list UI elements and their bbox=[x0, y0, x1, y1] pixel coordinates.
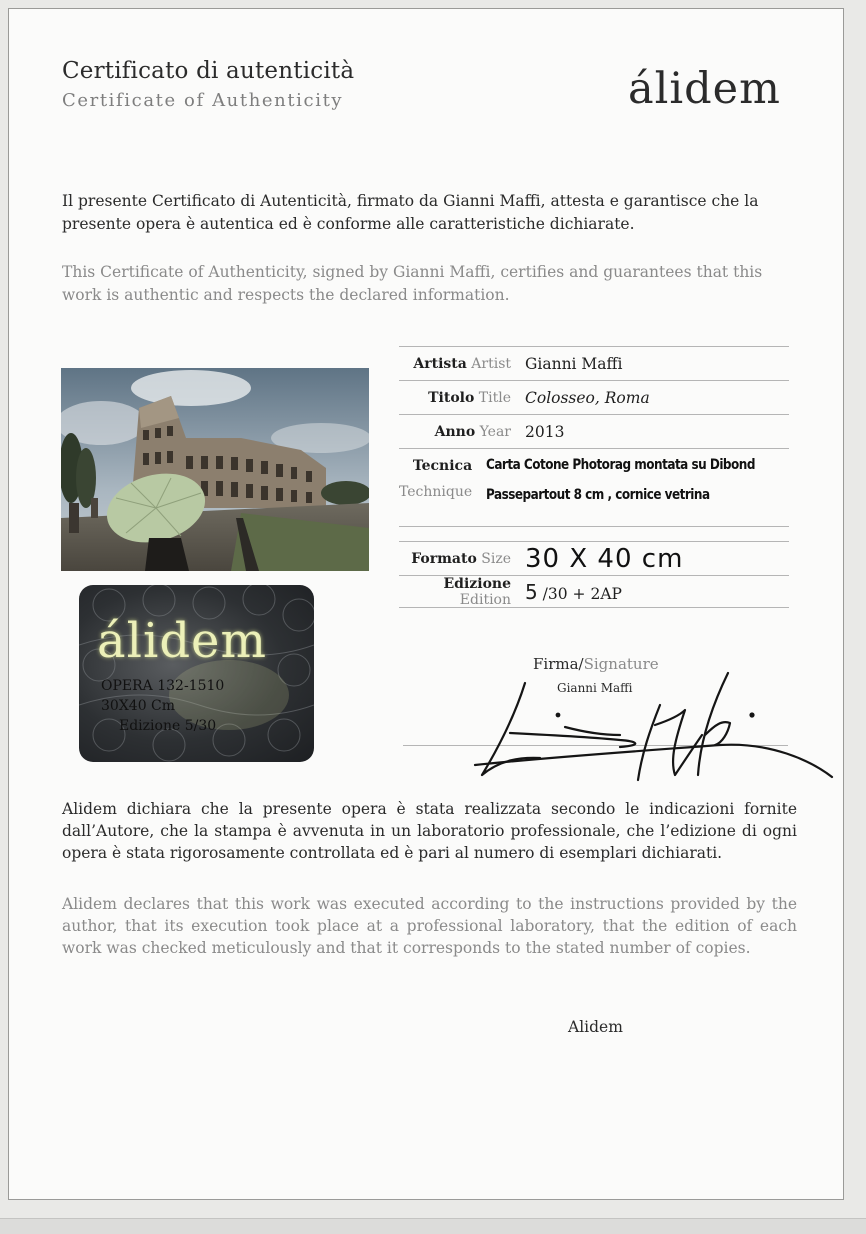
row-title bbox=[399, 381, 789, 415]
edition-total: /30 + 2AP bbox=[542, 584, 622, 603]
title-label: Titolo Title bbox=[428, 389, 511, 406]
certificate-title-italian: Certificato di autenticità bbox=[62, 58, 355, 84]
edition-label: Edizione Edition bbox=[443, 575, 511, 608]
closing-signature-alidem: Alidem bbox=[568, 1018, 623, 1036]
artist-value: Gianni Maffi bbox=[525, 354, 623, 373]
colosseum-photo-illustration bbox=[61, 368, 369, 571]
technique-line-1: Carta Cotone Photorag montata su Dibond bbox=[486, 457, 756, 473]
hologram-pattern bbox=[79, 585, 314, 762]
row-artist bbox=[399, 346, 789, 381]
row-edition bbox=[399, 576, 789, 608]
technique-label: Tecnica Technique bbox=[399, 458, 473, 500]
page-bottom-edge bbox=[0, 1218, 866, 1234]
hologram-brand: álidem bbox=[97, 613, 267, 669]
row-year bbox=[399, 415, 789, 449]
year-label: Anno Year bbox=[434, 423, 511, 440]
declaration-english: Alidem declares that this work was executed according to the instructions provided by the author, that its execution took place at a professional laboratory, that the edition of each work was checked meticulously and that it corresponds to the stated number of copies. bbox=[62, 895, 797, 957]
row-size bbox=[399, 541, 789, 576]
signature-label: Firma/Signature bbox=[533, 655, 659, 673]
alidem-hologram-seal bbox=[79, 585, 314, 762]
declaration-italian: Alidem dichiara che la presente opera è stata realizzata secondo le indicazioni fornite dall’Autore, che la stampa è avvenuta in un laboratorio professionale, che l’edizione di ogni opera è stata rigorosamente controllata ed è pari al numero di esemplari dichiarati. bbox=[62, 800, 797, 862]
artwork-photo-colosseum bbox=[61, 368, 369, 571]
intro-italian: Il presente Certificato di Autenticità, firmato da Gianni Maffi, attesta e garantisce che la presente opera è autentica ed è conforme alle caratteristiche dichiarate. bbox=[62, 192, 759, 233]
handwritten-signature bbox=[470, 665, 840, 790]
edition-number: 5 bbox=[525, 579, 538, 604]
artist-label: Artista Artist bbox=[413, 355, 511, 372]
size-value: 30 X 40 cm bbox=[525, 543, 684, 574]
edition-value bbox=[525, 580, 789, 604]
year-value: 2013 bbox=[525, 422, 565, 441]
alidem-logo: álidem bbox=[628, 64, 781, 114]
certificate-title-english: Certificate of Authenticity bbox=[62, 90, 344, 111]
hologram-opera-number: OPERA 132-1510 bbox=[101, 678, 225, 694]
intro-english: This Certificate of Authenticity, signed by Gianni Maffi, certifies and guarantees that this work is authentic and respects the declared information. bbox=[62, 263, 763, 304]
size-label: Formato Size bbox=[411, 550, 511, 567]
technique-value bbox=[486, 449, 799, 503]
technique-line-2: Passepartout 8 cm , cornice vetrina bbox=[486, 487, 710, 503]
row-technique bbox=[399, 449, 789, 527]
hologram-edition: Edizione 5/30 bbox=[119, 718, 217, 734]
title-value: Colosseo, Roma bbox=[525, 388, 650, 407]
signature-name: Gianni Maffi bbox=[557, 681, 633, 695]
artwork-details-table bbox=[399, 346, 789, 608]
hologram-size: 30X40 Cm bbox=[101, 698, 176, 714]
